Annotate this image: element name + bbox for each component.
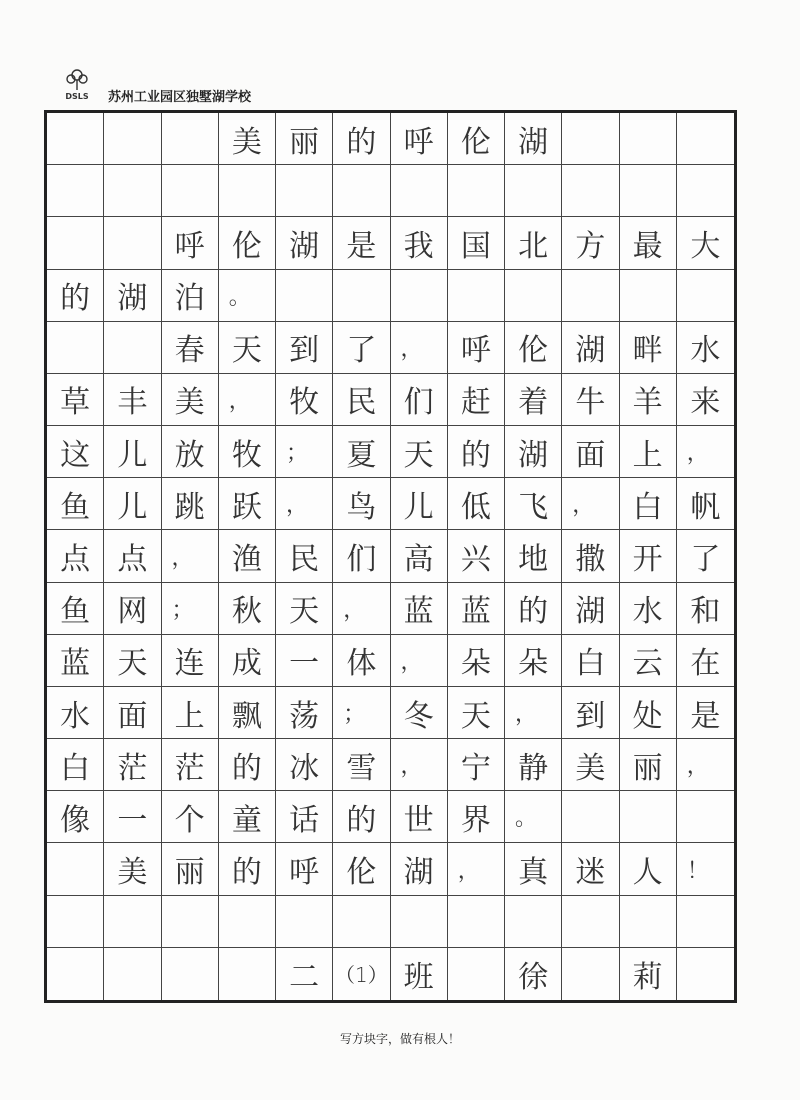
- grid-cell: 童: [219, 791, 276, 843]
- grid-cell: 丽: [276, 113, 333, 165]
- grid-cell: 体: [333, 635, 390, 687]
- grid-cell: [448, 896, 505, 948]
- grid-cell: ，: [677, 739, 734, 791]
- grid-cell: [276, 896, 333, 948]
- grid-cell: 连: [162, 635, 219, 687]
- grid-cell: 到: [276, 322, 333, 374]
- grid-cell: 们: [391, 374, 448, 426]
- grid-cell: [104, 217, 161, 269]
- grid-cell: 蓝: [47, 635, 104, 687]
- grid-cell: 撒: [562, 530, 619, 582]
- grid-cell: 的: [219, 843, 276, 895]
- grid-cell: 美: [219, 113, 276, 165]
- grid-cell: 飘: [219, 687, 276, 739]
- grid-cell: 美: [162, 374, 219, 426]
- grid-cell: 蓝: [448, 583, 505, 635]
- grid-cell: 我: [391, 217, 448, 269]
- grid-cell: [333, 165, 390, 217]
- grid-cell: [47, 165, 104, 217]
- grid-cell: ，: [448, 843, 505, 895]
- grid-cell: ，: [391, 322, 448, 374]
- grid-cell: 方: [562, 217, 619, 269]
- grid-cell: 话: [276, 791, 333, 843]
- grid-cell: [620, 270, 677, 322]
- grid-cell: 天: [104, 635, 161, 687]
- grid-cell: [391, 270, 448, 322]
- grid-cell: 水: [677, 322, 734, 374]
- grid-cell: 飞: [505, 478, 562, 530]
- grid-cell: [391, 165, 448, 217]
- grid-cell: 朵: [448, 635, 505, 687]
- grid-cell: 。: [219, 270, 276, 322]
- grid-cell: 界: [448, 791, 505, 843]
- grid-cell: 天: [448, 687, 505, 739]
- grid-cell: ，: [333, 583, 390, 635]
- grid-cell: 朵: [505, 635, 562, 687]
- grid-cell: [162, 113, 219, 165]
- grid-cell: [47, 217, 104, 269]
- grid-cell: 个: [162, 791, 219, 843]
- grid-cell: 美: [104, 843, 161, 895]
- grid-cell: 最: [620, 217, 677, 269]
- grid-cell: 点: [47, 530, 104, 582]
- grid-cell: 是: [333, 217, 390, 269]
- grid-cell: 静: [505, 739, 562, 791]
- grid-cell: 的: [333, 113, 390, 165]
- grid-cell: [276, 270, 333, 322]
- grid-cell: 低: [448, 478, 505, 530]
- grid-cell: 真: [505, 843, 562, 895]
- grid-cell: 着: [505, 374, 562, 426]
- grid-cell: 天: [276, 583, 333, 635]
- grid-cell: ！: [677, 843, 734, 895]
- school-name: 苏州工业园区独墅湖学校: [108, 90, 252, 105]
- grid-cell: [677, 270, 734, 322]
- grid-cell: ，: [391, 739, 448, 791]
- grid-cell: 们: [333, 530, 390, 582]
- grid-cell: 鸟: [333, 478, 390, 530]
- grid-cell: [677, 791, 734, 843]
- grid-cell: 的: [448, 426, 505, 478]
- grid-cell: [219, 165, 276, 217]
- grid-cell: 天: [219, 322, 276, 374]
- grid-cell: [162, 165, 219, 217]
- grid-cell: 在: [677, 635, 734, 687]
- grid-cell: 秋: [219, 583, 276, 635]
- grid-cell: 宁: [448, 739, 505, 791]
- grid-cell: 伦: [333, 843, 390, 895]
- grid-cell: 。: [505, 791, 562, 843]
- grid-cell: [104, 896, 161, 948]
- grid-cell: 泊: [162, 270, 219, 322]
- grid-cell: 蓝: [391, 583, 448, 635]
- grid-cell: 渔: [219, 530, 276, 582]
- grid-cell: ；: [162, 583, 219, 635]
- grid-cell: [47, 322, 104, 374]
- footer-slogan: 写方块字，做有根人！: [339, 1032, 460, 1046]
- grid-cell: 班: [391, 948, 448, 1000]
- grid-cell: 处: [620, 687, 677, 739]
- grid-cell: 开: [620, 530, 677, 582]
- grid-cell: 和: [677, 583, 734, 635]
- grid-cell: 湖: [391, 843, 448, 895]
- grid-cell: 云: [620, 635, 677, 687]
- logo-text: DSLS: [65, 92, 89, 101]
- grid-cell: 草: [47, 374, 104, 426]
- grid-cell: 民: [276, 530, 333, 582]
- grid-cell: [47, 948, 104, 1000]
- grid-cell: 帆: [677, 478, 734, 530]
- grid-cell: 丽: [162, 843, 219, 895]
- grid-cell: 一: [104, 791, 161, 843]
- grid-cell: 跳: [162, 478, 219, 530]
- grid-cell: 了: [333, 322, 390, 374]
- grid-cell: [620, 165, 677, 217]
- grid-cell: 鱼: [47, 583, 104, 635]
- grid-cell: [505, 270, 562, 322]
- grid-cell: 儿: [391, 478, 448, 530]
- grid-cell: 面: [104, 687, 161, 739]
- grid-cell: 白: [47, 739, 104, 791]
- grid-cell: 雪: [333, 739, 390, 791]
- grid-cell: （1）: [333, 948, 390, 1000]
- grid-cell: 网: [104, 583, 161, 635]
- grid-cell: 伦: [505, 322, 562, 374]
- grid-cell: 白: [562, 635, 619, 687]
- grid-cell: 牧: [219, 426, 276, 478]
- grid-cell: 面: [562, 426, 619, 478]
- grid-cell: 是: [677, 687, 734, 739]
- grid-cell: ，: [562, 478, 619, 530]
- grid-cell: 像: [47, 791, 104, 843]
- grid-cell: 美: [562, 739, 619, 791]
- grid-cell: 上: [162, 687, 219, 739]
- grid-cell: 畔: [620, 322, 677, 374]
- grid-cell: 白: [620, 478, 677, 530]
- grid-cell: 赶: [448, 374, 505, 426]
- grid-cell: 了: [677, 530, 734, 582]
- grid-cell: 丰: [104, 374, 161, 426]
- grid-cell: [448, 948, 505, 1000]
- grid-cell: ，: [219, 374, 276, 426]
- grid-cell: [562, 948, 619, 1000]
- grid-cell: 冰: [276, 739, 333, 791]
- writing-grid: [44, 110, 737, 1003]
- grid-cell: 牧: [276, 374, 333, 426]
- grid-cell: [620, 896, 677, 948]
- grid-cell: 水: [47, 687, 104, 739]
- grid-cell: ；: [276, 426, 333, 478]
- grid-cell: ，: [505, 687, 562, 739]
- grid-cell: 北: [505, 217, 562, 269]
- grid-cell: 大: [677, 217, 734, 269]
- grid-cell: 这: [47, 426, 104, 478]
- grid-cell: 鱼: [47, 478, 104, 530]
- grid-cell: [104, 113, 161, 165]
- grid-cell: [47, 843, 104, 895]
- grid-cell: 呼: [162, 217, 219, 269]
- grid-cell: 呼: [391, 113, 448, 165]
- grid-cell: ，: [162, 530, 219, 582]
- grid-cell: 牛: [562, 374, 619, 426]
- grid-cell: [562, 270, 619, 322]
- grid-cell: 世: [391, 791, 448, 843]
- grid-cell: 儿: [104, 478, 161, 530]
- grid-cell: 来: [677, 374, 734, 426]
- grid-cell: [162, 896, 219, 948]
- grid-cell: 伦: [219, 217, 276, 269]
- grid-cell: 荡: [276, 687, 333, 739]
- grid-cell: [104, 322, 161, 374]
- grid-cell: [562, 113, 619, 165]
- grid-cell: [333, 270, 390, 322]
- grid-cell: 放: [162, 426, 219, 478]
- grid-cell: 水: [620, 583, 677, 635]
- grid-cell: 湖: [562, 583, 619, 635]
- grid-cell: 茫: [104, 739, 161, 791]
- grid-cell: 儿: [104, 426, 161, 478]
- grid-cell: [104, 948, 161, 1000]
- grid-cell: [162, 948, 219, 1000]
- grid-cell: 湖: [562, 322, 619, 374]
- grid-cell: ，: [391, 635, 448, 687]
- grid-cell: 湖: [276, 217, 333, 269]
- grid-cell: 呼: [276, 843, 333, 895]
- grid-cell: [562, 165, 619, 217]
- grid-cell: [505, 165, 562, 217]
- grid-cell: [276, 165, 333, 217]
- grid-cell: 湖: [505, 426, 562, 478]
- grid-cell: 二: [276, 948, 333, 1000]
- grid-cell: 夏: [333, 426, 390, 478]
- grid-cell: 民: [333, 374, 390, 426]
- grid-cell: 湖: [505, 113, 562, 165]
- grid-cell: [562, 896, 619, 948]
- grid-cell: [391, 896, 448, 948]
- grid-cell: [677, 896, 734, 948]
- grid-cell: ；: [333, 687, 390, 739]
- grid-cell: [104, 165, 161, 217]
- grid-cell: 兴: [448, 530, 505, 582]
- grid-cell: [47, 113, 104, 165]
- grid-cell: [47, 896, 104, 948]
- grid-cell: [677, 113, 734, 165]
- grid-cell: 到: [562, 687, 619, 739]
- school-header: [52, 66, 452, 106]
- grid-cell: 徐: [505, 948, 562, 1000]
- grid-cell: 春: [162, 322, 219, 374]
- grid-cell: 国: [448, 217, 505, 269]
- school-logo: [52, 66, 102, 102]
- grid-cell: [562, 791, 619, 843]
- grid-cell: 跃: [219, 478, 276, 530]
- grid-cell: 地: [505, 530, 562, 582]
- grid-cell: 湖: [104, 270, 161, 322]
- grid-cell: [677, 165, 734, 217]
- grid-cell: 的: [219, 739, 276, 791]
- grid-cell: [620, 113, 677, 165]
- grid-cell: [677, 948, 734, 1000]
- grid-cell: 的: [47, 270, 104, 322]
- grid-cell: 高: [391, 530, 448, 582]
- grid-cell: 丽: [620, 739, 677, 791]
- grid-cell: 点: [104, 530, 161, 582]
- grid-cell: [620, 791, 677, 843]
- grid-cell: [505, 896, 562, 948]
- grid-cell: 成: [219, 635, 276, 687]
- grid-cell: [448, 270, 505, 322]
- grid-cell: [333, 896, 390, 948]
- grid-cell: [219, 896, 276, 948]
- grid-cell: [219, 948, 276, 1000]
- grid-cell: [448, 165, 505, 217]
- grid-cell: 的: [333, 791, 390, 843]
- grid-cell: 莉: [620, 948, 677, 1000]
- grid-cell: 一: [276, 635, 333, 687]
- grid-cell: 上: [620, 426, 677, 478]
- grid-cell: 伦: [448, 113, 505, 165]
- grid-cell: 呼: [448, 322, 505, 374]
- grid-cell: 天: [391, 426, 448, 478]
- grid-cell: 羊: [620, 374, 677, 426]
- grid-cell: ，: [276, 478, 333, 530]
- grid-cell: 的: [505, 583, 562, 635]
- grid-cell: 冬: [391, 687, 448, 739]
- grid-cell: 人: [620, 843, 677, 895]
- grid-cell: 茫: [162, 739, 219, 791]
- grid-cell: ，: [677, 426, 734, 478]
- grid-cell: 迷: [562, 843, 619, 895]
